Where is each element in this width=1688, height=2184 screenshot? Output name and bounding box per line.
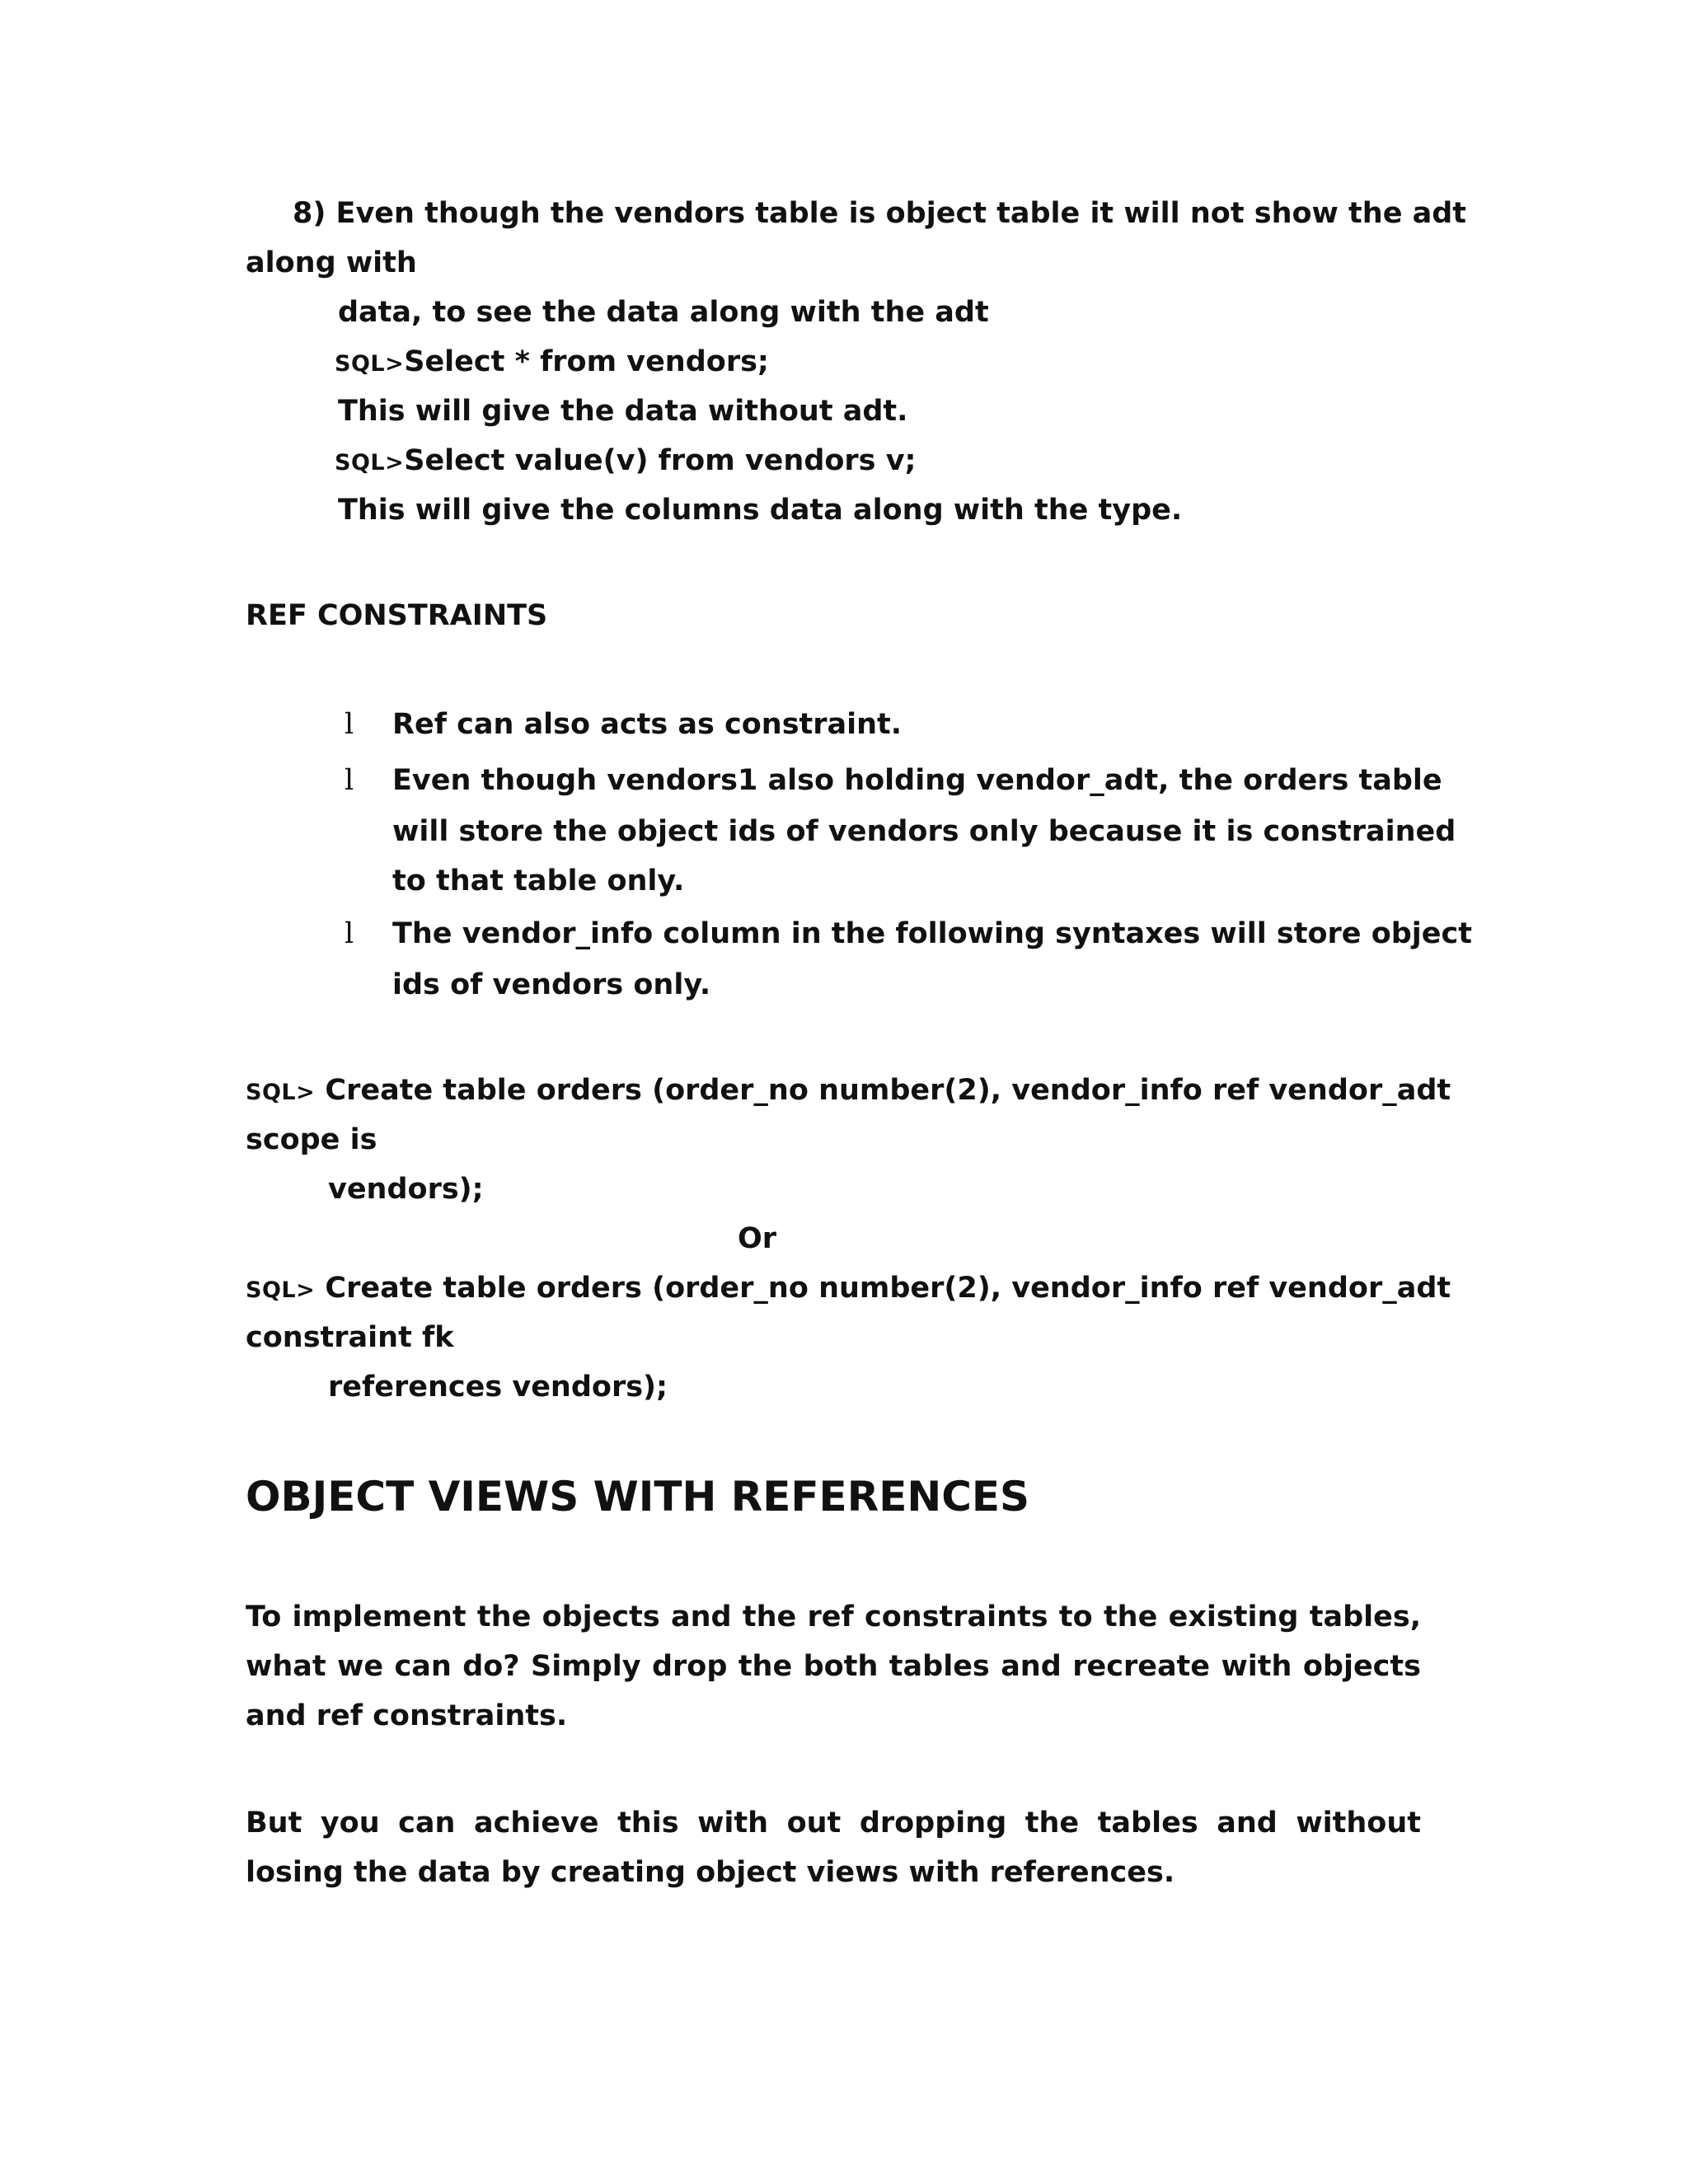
or-separator: Or (738, 1222, 777, 1255)
query-text: Select value(v) from vendors v; (404, 444, 917, 477)
sql-prompt: SQL> (335, 450, 405, 476)
sql-prompt: SQL> (246, 1080, 316, 1105)
query-text: Select * from vendors; (404, 345, 769, 378)
code-stmt-1-line-1 (246, 1072, 1451, 1111)
ref-constraints-title: REF CONSTRAINTS (246, 599, 548, 632)
section8-line-2: along with (246, 246, 417, 279)
bullet-item-1-line-1: Ref can also acts as constraint. (392, 708, 903, 741)
section8-line-3: data, to see the data along with the adt (338, 296, 989, 329)
code-stmt-1-line-2: scope is (246, 1123, 377, 1156)
section8-line-1: 8) Even though the vendors table is object table it will not show the adt (293, 197, 1467, 230)
section8-line-5: This will give the data without adt. (338, 395, 908, 428)
bullet-item-2-line-3: to that table only. (392, 865, 685, 898)
code-stmt-2-line-1 (246, 1270, 1451, 1309)
code-stmt-2-line-2: constraint fk (246, 1321, 454, 1354)
code-text: Create table orders (order_no number(2), vendor_info ref vendor_adt (315, 1074, 1451, 1107)
bullet-item-2-line-2: will store the object ids of vendors only because it is constrained (392, 815, 1456, 848)
section8-query-2 (335, 443, 917, 481)
bullet-item-2-line-1: Even though vendors1 also holding vendor_adt, the orders table (392, 764, 1442, 797)
object-views-paragraph-1: To implement the objects and the ref constraints to the existing tables, what we can do? Simply drop the both tables and recreate with objects and ref constraints. (246, 1601, 1421, 1732)
sql-prompt: SQL> (246, 1277, 316, 1303)
bullet-icon: l (345, 764, 354, 797)
code-text: Create table orders (order_no number(2), vendor_info ref vendor_adt (315, 1272, 1451, 1305)
bullet-icon: l (345, 708, 354, 741)
section8-query-1 (335, 344, 769, 382)
bullet-icon: l (345, 917, 354, 950)
code-stmt-1-line-3: vendors); (328, 1173, 484, 1206)
object-views-paragraph-2: But you can achieve this with out dropping the tables and without losing the data by creating object views with references. (246, 1807, 1421, 1889)
bullet-item-3-line-2: ids of vendors only. (392, 968, 711, 1001)
sql-prompt: SQL> (335, 351, 405, 377)
code-stmt-2-line-3: references vendors); (328, 1371, 668, 1404)
bullet-item-3-line-1: The vendor_info column in the following syntaxes will store object (392, 917, 1473, 950)
object-views-heading: OBJECT VIEWS WITH REFERENCES (246, 1473, 1030, 1521)
section8-line-7: This will give the columns data along with the type. (338, 494, 1183, 527)
